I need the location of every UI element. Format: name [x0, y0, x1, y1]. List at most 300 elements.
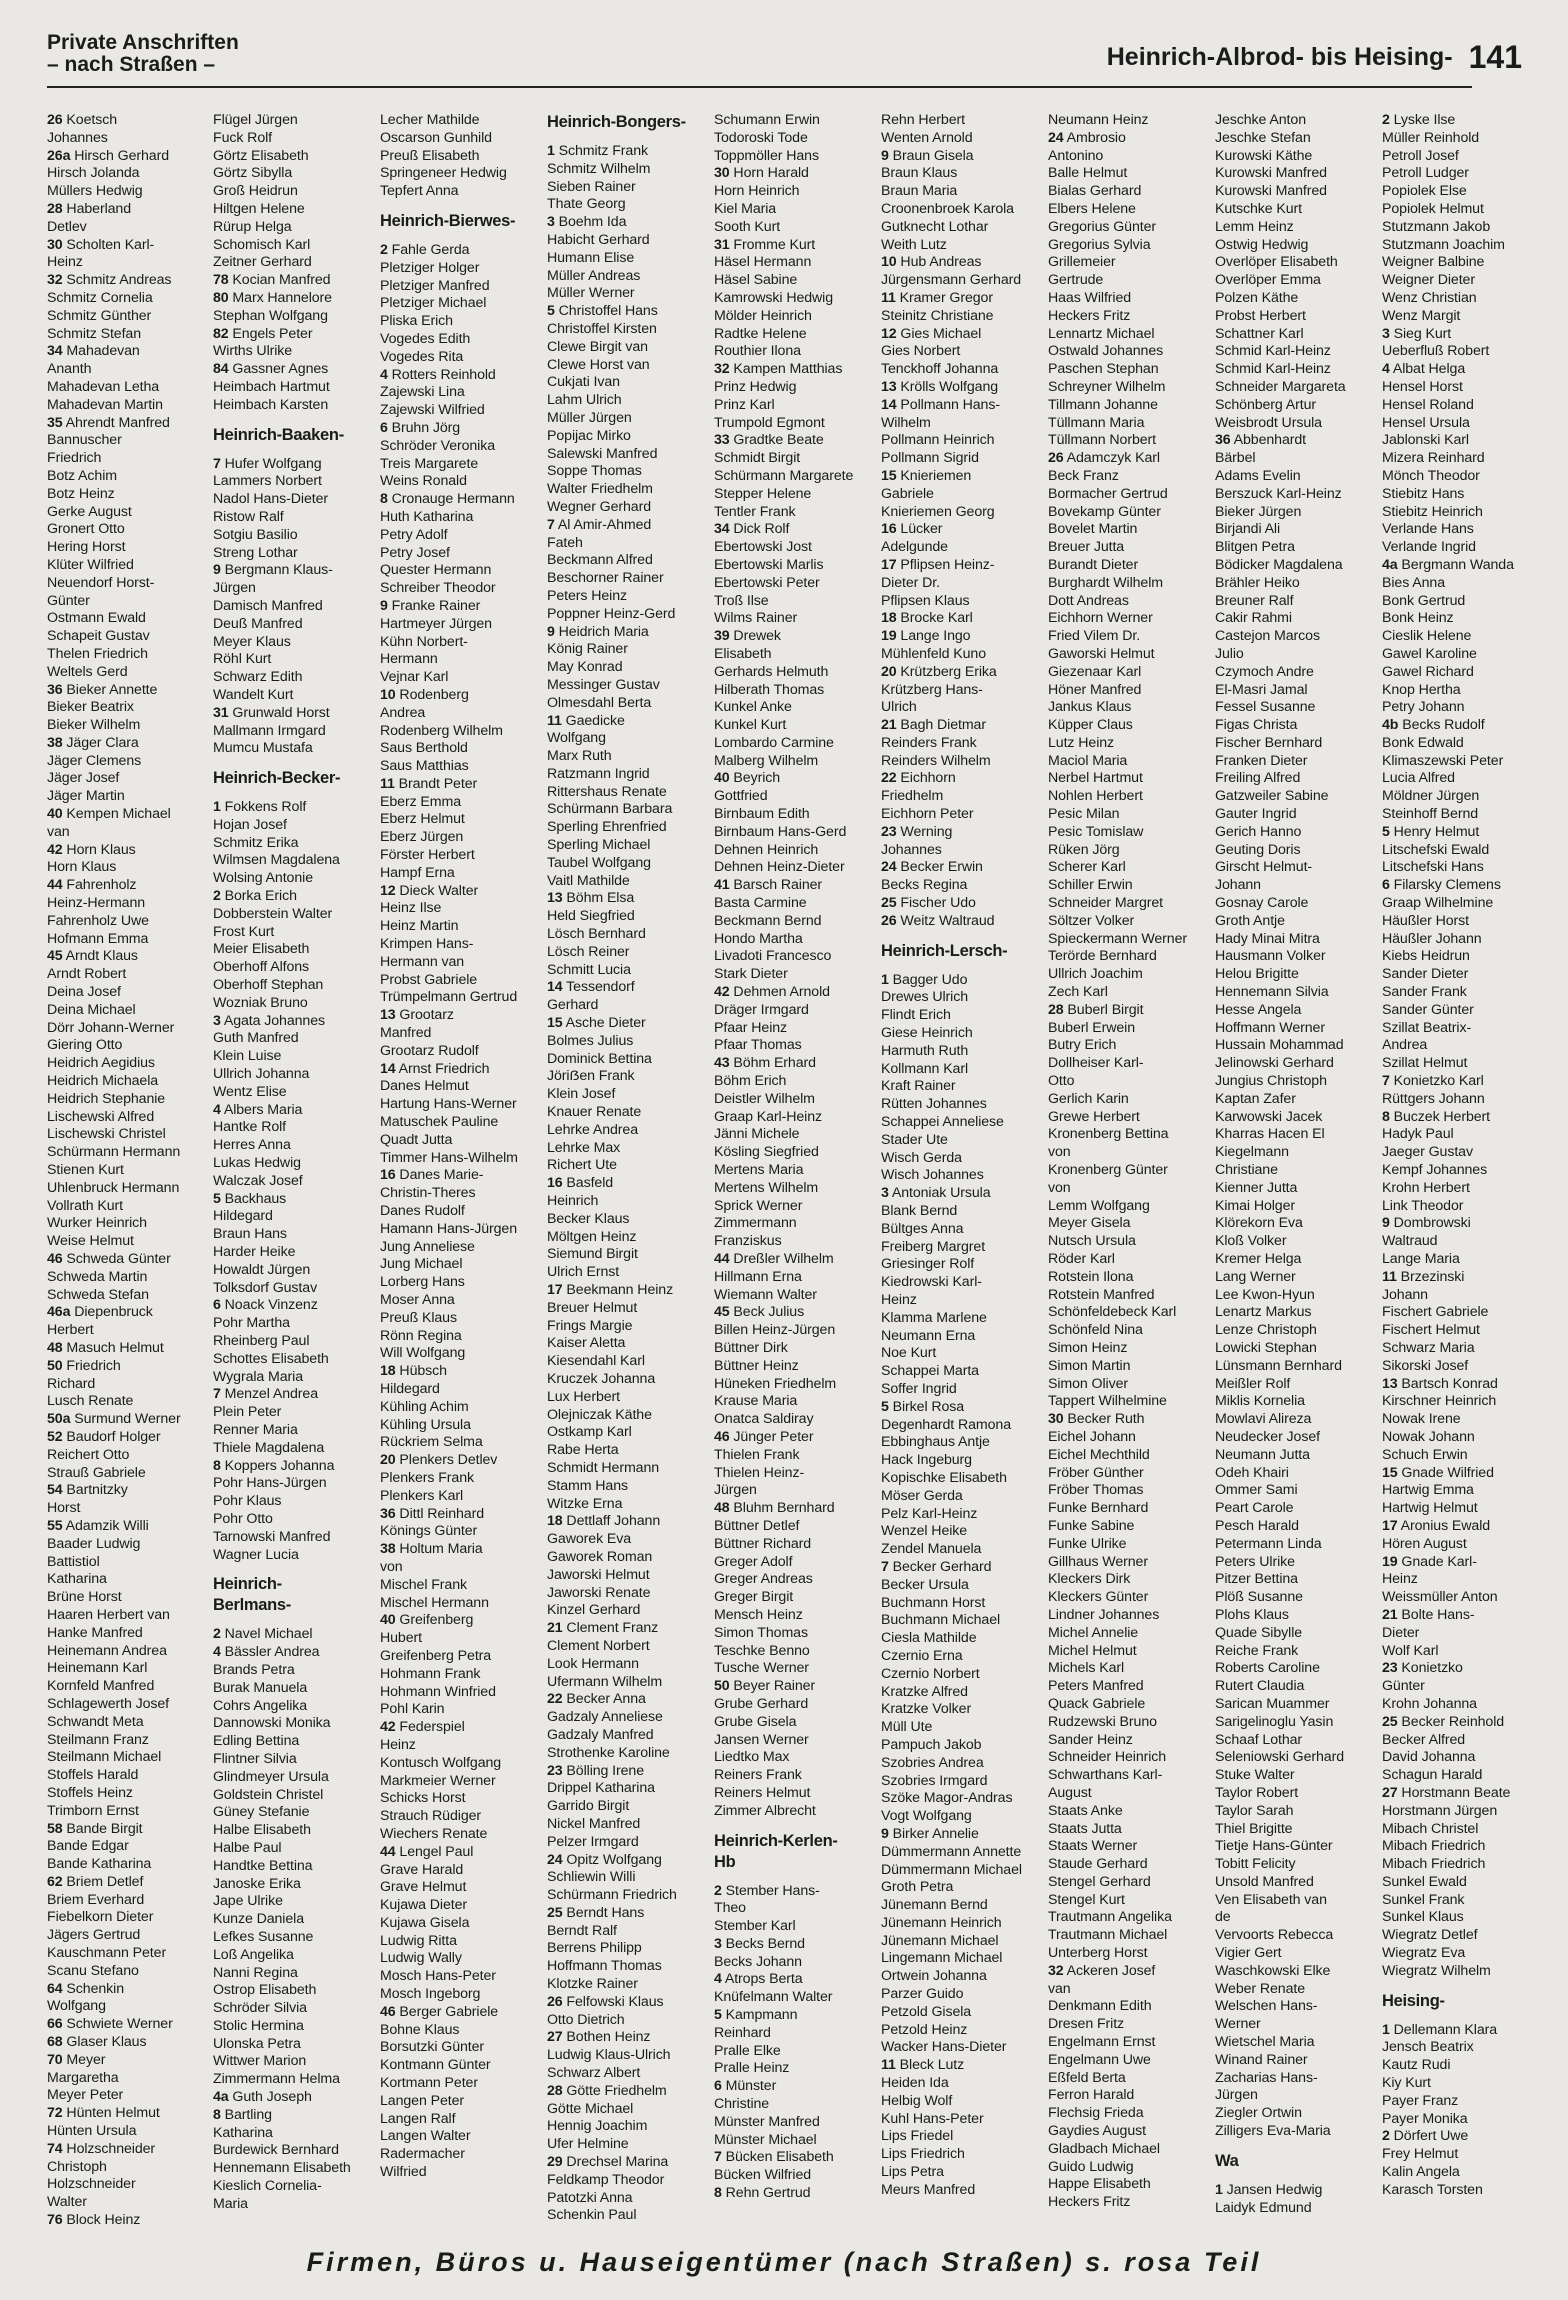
directory-entry: Ratzmann Ingrid [547, 765, 650, 782]
directory-entry: 41 Barsch Rainer [714, 877, 823, 894]
directory-entry: Buchmann Michael [881, 1612, 1001, 1629]
directory-entry: Kujawa Dieter [380, 1897, 468, 1914]
directory-entry: Wittwer Marion [213, 2053, 307, 2070]
directory-entry: 36 Bieker Annette [47, 681, 158, 698]
house-number: 6 [213, 1297, 221, 1314]
directory-entry: Zimmermann Helma [213, 2071, 340, 2088]
directory-entry: Dresen Fritz [1048, 2016, 1125, 2033]
directory-entry: 9 Dombrowski [1382, 1215, 1471, 1232]
house-number: 7 [881, 1558, 889, 1575]
directory-entry: Ebertowski Peter [714, 574, 820, 591]
directory-entry: Kunkel Anke [714, 699, 792, 716]
directory-entry: Haaren Herbert van [47, 1606, 170, 1623]
directory-entry: Schmitz Erika [213, 834, 299, 851]
directory-entry: Fried Vilem Dr. [1048, 628, 1141, 645]
directory-entry: Dümmermann Annette [881, 1843, 1022, 1860]
directory-entry: Renner Maria [213, 1421, 298, 1438]
directory-entry: Kauschmann Peter [47, 1945, 167, 1962]
directory-entry: 39 Drewek [714, 628, 781, 645]
directory-entry: van [1048, 1980, 1071, 1997]
directory-entry: Burak Manuela [213, 1679, 308, 1696]
directory-entry: Franziskus [714, 1233, 782, 1250]
directory-entry: Prinz Karl [714, 396, 775, 413]
house-number: 64 [47, 1980, 63, 1997]
house-number: 46a [47, 1304, 71, 1321]
directory-entry: Wenz Margit [1382, 307, 1461, 324]
directory-entry: Oscarson Gunhild [380, 129, 492, 146]
directory-entry: Kirschner Heinrich [1382, 1393, 1497, 1410]
house-number: 20 [380, 1452, 396, 1469]
house-number: 70 [47, 2051, 63, 2068]
house-number: 9 [881, 147, 889, 164]
house-number: 48 [47, 1339, 63, 1356]
directory-entry: 18 Brocke Karl [881, 610, 973, 627]
directory-entry: Petzold Gisela [881, 2003, 972, 2020]
directory-entry: 4a Bergmann Wanda [1382, 556, 1514, 573]
directory-entry: Lemm Wolfgang [1048, 1197, 1150, 1214]
directory-entry: Neudecker Josef [1215, 1428, 1320, 1445]
directory-entry: Hören August [1382, 1535, 1467, 1552]
directory-entry: Kloß Volker [1215, 1233, 1287, 1250]
directory-column [380, 112, 538, 2188]
directory-entry: 4 Albat Helga [1382, 361, 1466, 378]
directory-entry: Hondo Martha [714, 930, 803, 947]
directory-entry: Becks Johann [714, 1953, 802, 1970]
directory-entry: Nowak Irene [1382, 1411, 1461, 1428]
directory-entry: Maciol Maria [1048, 752, 1128, 769]
directory-entry: Graap Wilhelmine [1382, 895, 1494, 912]
directory-entry: Fischert Gabriele [1382, 1304, 1489, 1321]
directory-entry: Hoffmann Werner [1215, 1019, 1325, 1036]
directory-entry: Will Wolfgang [380, 1345, 466, 1362]
directory-entry: Halbe Paul [213, 1839, 282, 1856]
directory-entry: Stutzmann Joachim [1382, 236, 1505, 253]
directory-entry: Funke Ulrike [1048, 1535, 1127, 1552]
directory-entry: 26 Koetsch [47, 112, 117, 128]
house-number: 11 [1382, 1268, 1397, 1285]
house-number: 34 [47, 343, 63, 360]
directory-entry: Humann Elise [547, 249, 635, 266]
directory-entry: Hildegard [380, 1380, 440, 1397]
house-number: 40 [714, 770, 730, 787]
directory-entry: Dollheiser Karl- [1048, 1055, 1144, 1072]
house-number: 38 [380, 1541, 396, 1558]
directory-entry: Pesch Harald [1215, 1517, 1299, 1534]
directory-entry: Olmesdahl Berta [547, 694, 652, 711]
directory-entry: Gerhards Helmuth [714, 663, 829, 680]
directory-entry: von [1048, 1179, 1071, 1196]
directory-entry: Overlöper Elisabeth [1215, 254, 1338, 271]
directory-entry: Litschefski Ewald [1382, 841, 1490, 858]
house-number: 50 [47, 1357, 63, 1374]
directory-entry: Ullrich Joachim [1048, 966, 1143, 983]
directory-entry: Wolsing Antonie [213, 870, 313, 887]
house-number: 29 [547, 2154, 563, 2171]
street-heading: Hb [714, 1852, 736, 1871]
directory-entry: 45 Arndt Klaus [47, 948, 138, 965]
directory-entry: Roberts Caroline [1215, 1660, 1320, 1677]
directory-entry: Soppe Thomas [547, 463, 642, 480]
directory-entry: Botz Heinz [47, 485, 115, 502]
directory-entry: Klimaszewski Peter [1382, 752, 1504, 769]
directory-entry: Jürgen [1215, 2087, 1258, 2104]
directory-entry: Tentler Frank [714, 503, 796, 520]
directory-entry: Flintner Silvia [213, 1750, 297, 1767]
directory-entry: Gadzaly Manfred [547, 1726, 654, 1743]
street-heading: Heinrich-Bongers- [547, 113, 686, 131]
directory-entry: Jäger Josef [47, 770, 120, 787]
directory-entry: Hohmann Frank [380, 1665, 481, 1682]
directory-entry: Waltraud [1382, 1233, 1438, 1250]
directory-entry: 43 Böhm Erhard [714, 1055, 816, 1072]
directory-entry: Wozniak Bruno [213, 994, 308, 1011]
directory-entry: Ufermann Wilhelm [547, 1673, 663, 1690]
house-number: 1 [1215, 2181, 1223, 2198]
directory-entry: Eichel Johann [1048, 1428, 1136, 1445]
directory-entry: 24 Becker Erwin [881, 859, 983, 876]
directory-entry: Timmer Hans-Wilhelm [380, 1149, 518, 1166]
directory-entry: Wolfgang [547, 730, 606, 747]
directory-entry: Hartung Hans-Werner [380, 1096, 517, 1113]
directory-entry: Gabriele [881, 485, 934, 502]
house-number: 17 [1382, 1517, 1398, 1534]
directory-entry: 46a Diepenbruck [47, 1304, 153, 1321]
directory-entry: 38 Holtum Maria [380, 1541, 483, 1558]
directory-entry: Schweda Stefan [47, 1286, 149, 1303]
section-title-line1: Private Anschriften [47, 31, 239, 54]
directory-entry: Spieckermann Werner [1048, 930, 1187, 947]
directory-entry: Hennemann Elisabeth [213, 2160, 351, 2177]
directory-entry: Mölder Heinrich [714, 307, 812, 324]
directory-entry: Güney Stefanie [213, 1804, 310, 1821]
directory-entry: Stark Dieter [714, 966, 788, 983]
directory-entry: Wilms Rainer [714, 610, 798, 627]
directory-entry: 13 Krölls Wolfgang [881, 378, 999, 395]
directory-entry: Scherer Karl [1048, 859, 1126, 876]
directory-entry: Link Theodor [1382, 1197, 1464, 1214]
house-number: 2 [1382, 112, 1390, 128]
directory-entry: Möser Gerda [881, 1487, 963, 1504]
directory-entry: Kalin Angela [1382, 2164, 1460, 2181]
directory-entry: 7 Bücken Elisabeth [714, 2149, 834, 2166]
directory-entry: Kautz Rudi [1382, 2057, 1451, 2074]
directory-entry: Götte Michael [547, 2100, 634, 2117]
directory-entry: Preuß Klaus [380, 1309, 457, 1326]
house-number: 45 [714, 1304, 730, 1321]
directory-entry: Hirsch Jolanda [47, 165, 140, 182]
house-number: 48 [714, 1500, 730, 1517]
house-number: 45 [47, 948, 63, 965]
house-number: 17 [881, 556, 897, 573]
directory-entry: Wolfgang [47, 1998, 106, 2015]
directory-entry: Unterberg Horst [1048, 1945, 1148, 1962]
directory-entry: Probst Herbert [1215, 307, 1306, 324]
directory-entry: Gronert Otto [47, 521, 125, 538]
directory-entry: Becks Regina [881, 877, 968, 894]
house-number: 16 [881, 521, 897, 538]
directory-entry: Taylor Sarah [1215, 1802, 1294, 1819]
directory-entry: Schwarthans Karl- [1048, 1767, 1163, 1784]
directory-entry: Schröder Silvia [213, 2000, 307, 2017]
directory-entry: Kiegelmann [1215, 1144, 1289, 1161]
directory-entry: Rehn Herbert [881, 112, 965, 128]
directory-entry: Ortwein Johanna [881, 1968, 987, 1985]
directory-entry: Buchmann Horst [881, 1594, 986, 1611]
house-number: 2 [213, 888, 221, 905]
directory-entry: Kontusch Wolfgang [380, 1754, 502, 1771]
directory-entry: Simon Heinz [1048, 1339, 1128, 1356]
directory-entry: Zeitner Gerhard [213, 254, 312, 271]
directory-entry: Franken Dieter [1215, 752, 1308, 769]
directory-entry: Burdewick Bernhard [213, 2142, 339, 2159]
directory-entry: Ostrop Elisabeth [213, 1982, 317, 1999]
directory-entry: Trümpelmann Gertrud [380, 989, 518, 1006]
house-number: 7 [213, 455, 221, 472]
directory-entry: 42 Federspiel [380, 1719, 465, 1736]
house-number: 23 [547, 1762, 563, 1779]
directory-entry: Ludwig Wally [380, 1950, 462, 1967]
directory-entry: Gawel Karoline [1382, 645, 1477, 662]
directory-entry: Becker Alfred [1382, 1731, 1466, 1748]
directory-entry: Pollmann Sigrid [881, 450, 979, 467]
directory-entry: 1 Schmitz Frank [547, 143, 648, 159]
directory-entry: Quester Hermann [380, 562, 492, 579]
directory-entry: Schreiber Theodor [380, 580, 496, 597]
directory-entry: Giering Otto [47, 1037, 123, 1054]
directory-entry: Habicht Gerhard [547, 231, 650, 248]
directory-entry: Hausmann Volker [1215, 948, 1326, 965]
directory-entry: Heinrich [547, 1193, 599, 1210]
house-number: 33 [714, 432, 730, 449]
house-number: 31 [213, 704, 229, 721]
directory-entry: Gillhaus Werner [1048, 1553, 1148, 1570]
directory-entry: Braun Maria [881, 183, 958, 200]
directory-entry: Poppner Heinz-Gerd [547, 605, 676, 622]
directory-entry: Heinz-Hermann [47, 895, 146, 912]
directory-entry: Mühlenfeld Kuno [881, 645, 986, 662]
house-number: 11 [881, 289, 896, 306]
house-number: 14 [547, 979, 563, 996]
directory-entry: Pletziger Michael [380, 295, 487, 312]
house-number: 43 [714, 1055, 730, 1072]
directory-entry: Ebertowski Jost [714, 539, 812, 556]
house-number: 13 [881, 378, 897, 395]
directory-entry: Weise Helmut [47, 1233, 134, 1250]
directory-entry: Peart Carole [1215, 1500, 1294, 1517]
directory-entry: Fuck Rolf [213, 129, 273, 146]
house-number: 30 [714, 165, 730, 182]
directory-entry: Görtz Elisabeth [213, 147, 309, 164]
directory-entry: Frost Kurt [213, 923, 275, 940]
directory-entry: Lefkes Susanne [213, 1928, 314, 1945]
directory-entry: Mensch Heinz [714, 1606, 803, 1623]
directory-entry: Kurowski Manfred [1215, 183, 1327, 200]
directory-entry: Bormacher Gertrud [1048, 485, 1168, 502]
directory-entry: Knieriemen Georg [881, 503, 995, 520]
directory-entry: Wygrala Maria [213, 1368, 304, 1385]
directory-entry: Höner Manfred [1048, 681, 1142, 698]
directory-entry: Dobberstein Walter [213, 905, 333, 922]
directory-entry: Lischewski Christel [47, 1126, 166, 1143]
directory-entry: Schürmann Hermann [47, 1144, 181, 1161]
directory-entry: Clewe Birgit van [547, 338, 648, 355]
directory-entry: Birnbaum Hans-Gerd [714, 823, 847, 840]
directory-entry: 74 Holzschneider [47, 2140, 156, 2157]
directory-entry: 1 Dellemann Klara [1382, 2021, 1498, 2038]
directory-column [547, 112, 705, 2224]
directory-entry: Michel Helmut [1048, 1642, 1137, 1659]
directory-entry: 62 Briem Detlef [47, 1873, 144, 1890]
house-number: 4a [213, 2089, 229, 2106]
directory-entry: Wilmsen Magdalena [213, 852, 340, 869]
directory-entry: Bialas Gerhard [1048, 183, 1142, 200]
directory-entry: Siemund Birgit [547, 1246, 638, 1263]
directory-entry: 40 Beyrich [714, 770, 781, 787]
directory-entry: Schreyner Wilhelm [1048, 378, 1166, 395]
directory-entry: 42 Horn Klaus [47, 841, 136, 858]
directory-entry: Gerich Hanno [1215, 823, 1302, 840]
directory-entry: Gutknecht Lothar [881, 218, 989, 235]
directory-entry: Seleniowski Gerhard [1215, 1749, 1345, 1766]
directory-entry: Lang Werner [1215, 1268, 1296, 1285]
directory-entry: Lehrke Andrea [547, 1121, 638, 1138]
directory-entry: Weber Renate [1215, 1980, 1306, 1997]
directory-entry: Quack Gabriele [1048, 1695, 1146, 1712]
house-number: 5 [547, 303, 555, 320]
directory-entry: Stuke Walter [1215, 1767, 1295, 1784]
directory-entry: 3 Antoniak Ursula [881, 1185, 991, 1202]
directory-entry: Plein Peter [213, 1404, 282, 1421]
directory-entry: Lehrke Max [547, 1139, 621, 1156]
directory-entry: 16 Lücker [881, 521, 943, 538]
directory-entry: Hennig Joachim [547, 2118, 648, 2135]
house-number: 26 [881, 912, 897, 929]
directory-entry: Schwandt Meta [47, 1713, 144, 1730]
directory-entry: Johann [1215, 877, 1261, 894]
directory-entry: Adams Evelin [1215, 467, 1301, 484]
directory-entry: Tolksdorf Gustav [213, 1279, 318, 1296]
directory-entry: Odeh Khairi [1215, 1464, 1289, 1481]
directory-entry: Ostwig Hedwig [1215, 236, 1309, 253]
directory-entry: 5 Birkel Rosa [881, 1398, 965, 1415]
directory-entry: Lorberg Hans [380, 1274, 465, 1291]
directory-entry: 21 Clement Franz [547, 1620, 659, 1637]
directory-entry: Schattner Karl [1215, 325, 1304, 342]
house-number: 46 [47, 1251, 63, 1267]
directory-entry: Horstmann Jürgen [1382, 1802, 1498, 1819]
directory-entry: Eberz Emma [380, 793, 461, 810]
directory-entry: Graap Karl-Heinz [714, 1108, 822, 1125]
directory-entry: Stamm Hans [547, 1477, 628, 1494]
directory-entry: Dehnen Heinrich [714, 841, 819, 858]
directory-entry: Kinzel Gerhard [547, 1602, 641, 1619]
directory-entry: 36 Dittl Reinhard [380, 1505, 484, 1522]
directory-entry: Livadoti Francesco [714, 948, 832, 965]
directory-entry: Engelmann Ernst [1048, 2034, 1156, 2051]
directory-entry: Kühn Norbert- [380, 633, 468, 650]
directory-entry: Stember Karl [714, 1918, 796, 1935]
house-number: 80 [213, 289, 229, 306]
street-range: Heinrich-Albrod- bis Heising- [1106, 43, 1453, 71]
directory-entry: Freiberg Margret [881, 1238, 986, 1255]
directory-entry: Grewe Herbert [1048, 1108, 1140, 1125]
directory-entry: El-Masri Jamal [1215, 681, 1308, 698]
directory-entry: Gaworek Roman [547, 1548, 653, 1565]
directory-entry: Bieker Wilhelm [47, 717, 141, 734]
directory-entry: Weins Ronald [380, 473, 467, 490]
directory-entry: Sarigelinoglu Yasin [1215, 1713, 1334, 1730]
directory-entry: Knop Hertha [1382, 681, 1461, 698]
directory-entry: Schapeit Gustav [47, 628, 150, 645]
directory-entry: Günter [1382, 1678, 1425, 1695]
directory-entry: Petry Josef [380, 544, 450, 561]
directory-entry: Röder Karl [1048, 1251, 1115, 1267]
directory-entry: Funke Sabine [1048, 1517, 1135, 1534]
directory-entry: Simon Thomas [714, 1624, 808, 1641]
directory-entry: 36 Abbenhardt [1215, 432, 1307, 449]
directory-entry: 5 Christoffel Hans [547, 303, 658, 320]
directory-entry: Ludwig Klaus-Ulrich [547, 2047, 671, 2064]
directory-entry: Springeneer Hedwig [380, 165, 507, 182]
directory-entry: Kempf Johannes [1382, 1162, 1488, 1179]
directory-entry: Plohs Klaus [1215, 1606, 1289, 1623]
directory-entry: Langen Walter [380, 2128, 471, 2145]
directory-entry: Rüttgers Johann [1382, 1090, 1485, 1107]
directory-entry: Strothenke Karoline [547, 1744, 670, 1761]
directory-entry: Engelmann Uwe [1048, 2051, 1151, 2068]
house-number: 26a [47, 147, 71, 164]
directory-entry: Gaworski Helmut [1048, 645, 1155, 662]
directory-entry: Funke Bernhard [1048, 1500, 1149, 1517]
directory-entry: Günter [47, 592, 90, 609]
directory-entry: Christoph [47, 2158, 107, 2175]
directory-entry: Hamann Hans-Jürgen [380, 1220, 517, 1237]
directory-entry: Schwarz Albert [547, 2065, 641, 2082]
directory-entry: Schuch Erwin [1382, 1446, 1468, 1463]
directory-entry: Heckers Fritz [1048, 2194, 1131, 2211]
directory-entry: Schmid Karl-Heinz [1215, 361, 1331, 378]
directory-entry: Antonino [1048, 147, 1104, 164]
directory-entry: Teschke Benno [714, 1642, 810, 1659]
street-heading: Heinrich-Kerlen- [714, 1831, 838, 1850]
house-number: 28 [547, 2082, 563, 2099]
directory-entry: 34 Mahadevan [47, 343, 140, 360]
directory-entry: 8 Cronauge Hermann [380, 491, 515, 508]
directory-entry: Kiedrowski Karl- [881, 1274, 982, 1291]
directory-entry: 6 Münster [714, 2078, 777, 2095]
directory-entry: Johannes [47, 129, 108, 146]
directory-entry: Deina Josef [47, 984, 121, 1001]
directory-entry: Clewe Horst van [547, 356, 650, 373]
directory-entry: Kronenberg Bettina [1048, 1126, 1169, 1143]
directory-entry: Helbig Wolf [881, 2092, 953, 2109]
directory-entry: Quade Sibylle [1215, 1624, 1303, 1641]
house-number: 21 [547, 1620, 563, 1637]
directory-entry: 54 Bartnitzky [47, 1482, 128, 1499]
house-number: 58 [47, 1820, 63, 1837]
directory-entry: Greifenberg Petra [380, 1647, 492, 1664]
directory-entry: Reinhard [714, 2024, 771, 2041]
directory-entry: Christiane [1215, 1162, 1278, 1179]
directory-entry: Müller Jürgen [547, 409, 632, 426]
house-number: 54 [47, 1482, 63, 1499]
street-heading: Heinrich-Becker- [213, 769, 341, 788]
directory-entry: Jäger Clemens [47, 752, 142, 769]
directory-entry: Dieter [1382, 1624, 1420, 1641]
directory-entry: Toppmöller Hans [714, 147, 819, 164]
directory-entry: Kleckers Günter [1048, 1589, 1149, 1606]
directory-entry: Hillmann Erna [714, 1268, 802, 1285]
